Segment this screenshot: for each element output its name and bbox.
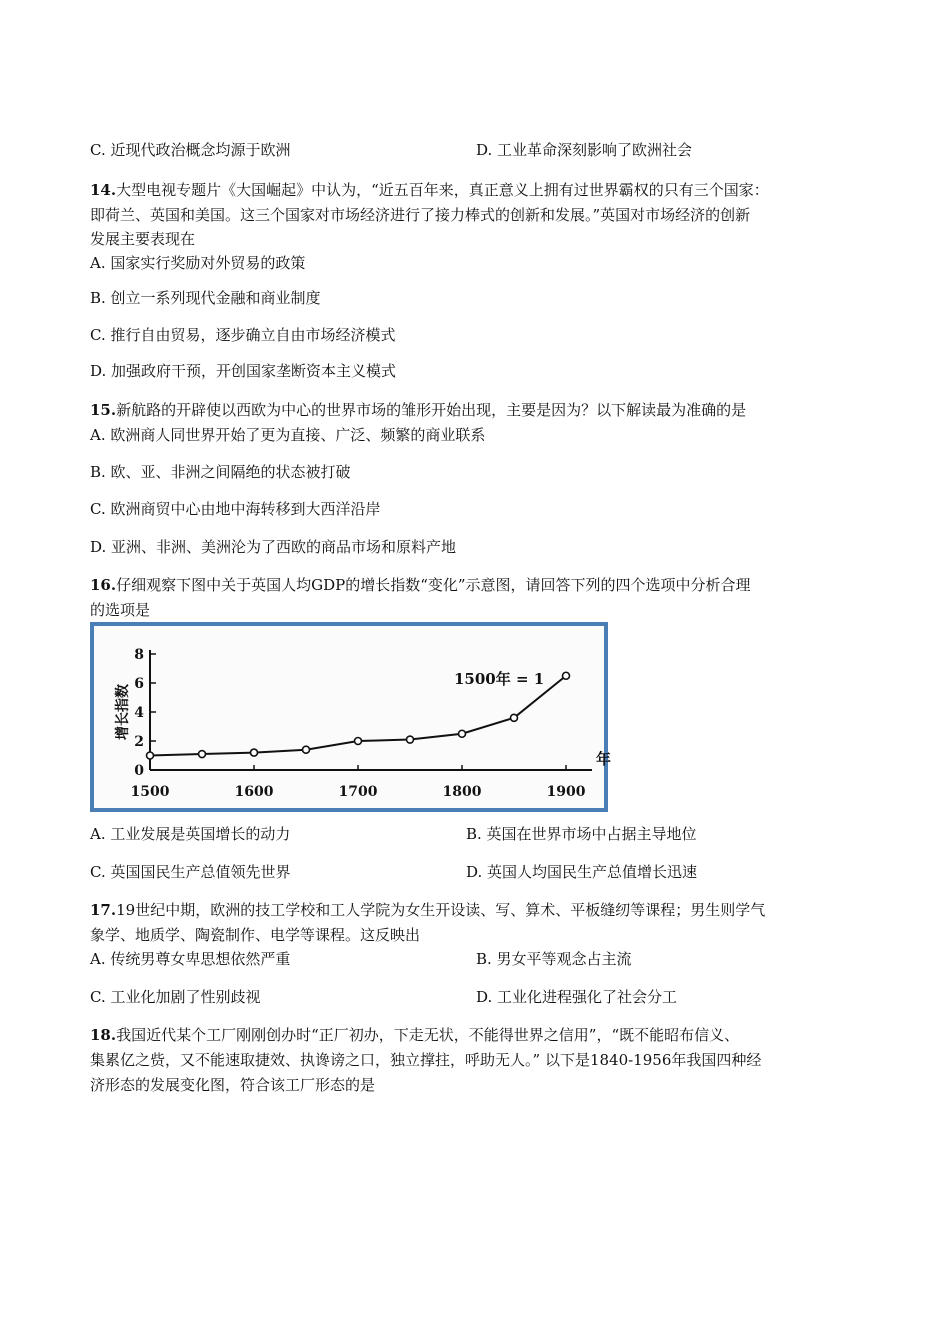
- chart-annotation: 1500年 = 1: [454, 670, 545, 688]
- q17-option-c: C. 工业化加剧了性别歧视: [90, 988, 261, 1006]
- y-axis-label: 增长指数: [115, 684, 131, 740]
- q14-stem-line-3: 发展主要表现在: [90, 230, 196, 248]
- data-point: [407, 736, 414, 743]
- y-tick-label: 6: [134, 676, 144, 692]
- q16-option-d: D. 英国人均国民生产总值增长迅速: [466, 863, 698, 881]
- q16-stem-line-2: 的选项是: [90, 601, 151, 619]
- data-point: [459, 730, 466, 737]
- data-point: [511, 714, 518, 721]
- y-tick-label: 8: [134, 647, 144, 663]
- q18-stem-line-3: 济形态的发展变化图，符合该工厂形态的是: [90, 1076, 376, 1094]
- q15-option-d: D. 亚洲、非洲、美洲沦为了西欧的商品市场和原料产地: [90, 538, 457, 556]
- q16-option-c: C. 英国国民生产总值领先世界: [90, 863, 291, 881]
- q18-stem-line-1: 18.我国近代某个工厂刚刚创办时“正厂初办，下走无状，不能得世界之信用”，“既不能昭布信义、: [90, 1026, 740, 1044]
- q14-option-a: A. 国家实行奖励对外贸易的政策: [90, 254, 306, 272]
- y-tick-label: 4: [134, 705, 144, 721]
- x-tick-label: 1900: [546, 784, 586, 800]
- data-point: [199, 751, 206, 758]
- q15-option-a: A. 欧洲商人同世界开始了更为直接、广泛、频繁的商业联系: [90, 426, 486, 444]
- data-point: [303, 746, 310, 753]
- q17-stem-line-1: 17.19世纪中期，欧洲的技工学校和工人学院为女生开设读、写、算术、平板缝纫等课程；男生则学气: [90, 901, 766, 919]
- q15-option-b: B. 欧、亚、非洲之间隔绝的状态被打破: [90, 463, 351, 481]
- q16-number: 16.: [90, 576, 117, 594]
- q14-stem-line-1: 14.大型电视专题片《大国崛起》中认为，“近五百年来，真正意义上拥有过世界霸权的只有三个国家：: [90, 181, 769, 199]
- x-tick-label: 1700: [338, 784, 378, 800]
- q17-option-b: B. 男女平等观念占主流: [476, 950, 632, 968]
- x-axis-label: 年: [596, 750, 612, 768]
- q18-stem-line-2: 集累亿之赀，又不能速取捷效、执谗谤之口，独立撑拄，呼助无人。” 以下是1840-1956年我国四种经: [90, 1051, 762, 1069]
- q14-stem-line-2: 即荷兰、英国和美国。这三个国家对市场经济进行了接力棒式的创新和发展。”英国对市场经济的创新: [90, 206, 751, 224]
- q14-option-d: D. 加强政府干预，开创国家垄断资本主义模式: [90, 362, 397, 380]
- q13-option-c: C. 近现代政治概念均源于欧洲: [90, 141, 291, 159]
- q15-number: 15.: [90, 401, 117, 419]
- q16-option-a: A. 工业发展是英国增长的动力: [90, 825, 291, 843]
- data-point: [563, 672, 570, 679]
- q17-option-a: A. 传统男尊女卑思想依然严重: [90, 950, 291, 968]
- q17-number: 17.: [90, 901, 117, 919]
- x-tick-label: 1500: [130, 784, 170, 800]
- q15-option-c: C. 欧洲商贸中心由地中海转移到大西洋沿岸: [90, 500, 381, 518]
- x-tick-label: 1800: [442, 784, 482, 800]
- q15-stem-line-1: 15.新航路的开辟使以西欧为中心的世界市场的雏形开始出现，主要是因为？以下解读最为准确的是: [90, 401, 747, 419]
- data-point: [251, 749, 258, 756]
- q16-stem-line-1: 16.仔细观察下图中关于英国人均GDP的增长指数“变化”示意图，请回答下列的四个选项中分析合理: [90, 576, 751, 594]
- q14-option-b: B. 创立一系列现代金融和商业制度: [90, 289, 321, 307]
- x-tick-label: 1600: [234, 784, 274, 800]
- q13-option-d: D. 工业革命深刻影响了欧洲社会: [476, 141, 693, 159]
- gdp-growth-chart-svg: [94, 626, 612, 808]
- q14-option-c: C. 推行自由贸易，逐步确立自由市场经济模式: [90, 326, 396, 344]
- q18-number: 18.: [90, 1026, 117, 1044]
- y-tick-label: 2: [134, 734, 144, 750]
- data-point: [355, 738, 362, 745]
- q16-option-b: B. 英国在世界市场中占据主导地位: [466, 825, 697, 843]
- q17-stem-line-2: 象学、地质学、陶瓷制作、电学等课程。这反映出: [90, 926, 421, 944]
- data-point: [147, 752, 154, 759]
- q17-option-d: D. 工业化进程强化了社会分工: [476, 988, 678, 1006]
- y-tick-label: 0: [134, 763, 144, 779]
- gdp-growth-chart: [90, 622, 612, 812]
- q14-number: 14.: [90, 181, 117, 199]
